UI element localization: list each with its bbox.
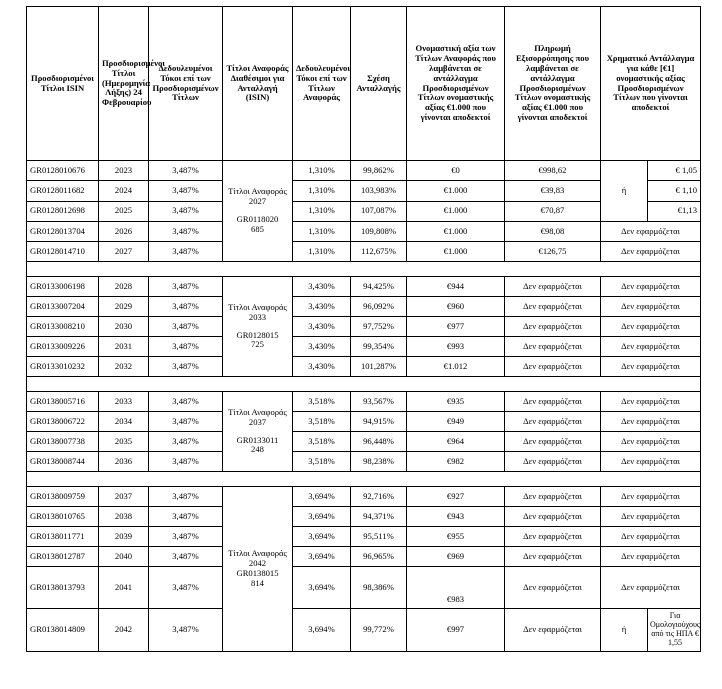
header-reference-titles: Τίτλοι Αναφοράς Διαθέσιμοι για Ανταλλαγή (ISIN)	[223, 7, 293, 161]
accrued-cell: 3,487%	[149, 609, 223, 652]
table-row	[27, 357, 701, 377]
table-row	[27, 412, 701, 432]
year-cell: 2026	[99, 222, 149, 242]
nominal-cell: €969	[407, 547, 505, 567]
table-row	[27, 392, 701, 412]
nominal-cell: €1.000	[407, 222, 505, 242]
header-nominal-value: Ονομαστική αξία των Τίτλων Αναφοράς που λαμβάνεται σε αντάλλαγμα Προσδιορισμένων Τίτλων ονομαστικής αξίας €1.000 που γίνονται αποδεκτοί	[407, 7, 505, 161]
ref-accrued-cell: 1,310%	[293, 161, 351, 181]
accrued-cell: 3,487%	[149, 181, 223, 201]
year-cell: 2036	[99, 452, 149, 472]
ref-accrued-cell: 3,694%	[293, 527, 351, 547]
year-cell: 2023	[99, 161, 149, 181]
table-row	[27, 181, 701, 201]
isin-cell: GR0128014710	[27, 242, 99, 262]
reference-titles-cell	[223, 487, 293, 652]
nominal-cell: €982	[407, 452, 505, 472]
year-cell: 2029	[99, 297, 149, 317]
ratio-cell: 99,354%	[351, 337, 407, 357]
group-separator	[27, 472, 701, 487]
ratio-cell: 97,752%	[351, 317, 407, 337]
isin-cell: GR0138005716	[27, 392, 99, 412]
nominal-cell: €944	[407, 277, 505, 297]
ref-accrued-cell: 1,310%	[293, 181, 351, 201]
table-row	[27, 432, 701, 452]
table-row	[27, 297, 701, 317]
payment-cell: Δεν εφαρμόζεται	[505, 452, 601, 472]
table-row	[27, 609, 701, 652]
accrued-cell: 3,487%	[149, 277, 223, 297]
cash-cell: Δεν εφαρμόζεται	[601, 547, 701, 567]
cash-cell: € 1,10	[648, 181, 700, 201]
ratio-cell: 94,425%	[351, 277, 407, 297]
cash-split-cell	[601, 161, 701, 222]
payment-cell: Δεν εφαρμόζεται	[505, 567, 601, 609]
nominal-cell: €1.000	[407, 201, 505, 221]
accrued-cell: 3,487%	[149, 412, 223, 432]
cash-cell: Δεν εφαρμόζεται	[601, 297, 701, 317]
ref-accrued-cell: 3,518%	[293, 392, 351, 412]
isin-cell: GR0128013704	[27, 222, 99, 242]
ref-accrued-cell: 3,430%	[293, 337, 351, 357]
isin-cell: GR0133006198	[27, 277, 99, 297]
cash-cell: Δεν εφαρμόζεται	[601, 337, 701, 357]
table-row	[27, 547, 701, 567]
ratio-cell: 101,287%	[351, 357, 407, 377]
table-row	[27, 277, 701, 297]
isin-cell: GR0133008210	[27, 317, 99, 337]
nominal-cell: €983	[407, 567, 505, 609]
accrued-cell: 3,487%	[149, 392, 223, 412]
table-row	[27, 317, 701, 337]
year-cell: 2034	[99, 412, 149, 432]
payment-cell: Δεν εφαρμόζεται	[505, 297, 601, 317]
ratio-cell: 93,567%	[351, 392, 407, 412]
isin-cell: GR0138012787	[27, 547, 99, 567]
ref-accrued-cell: 3,430%	[293, 297, 351, 317]
nominal-cell: €977	[407, 317, 505, 337]
accrued-cell: 3,487%	[149, 487, 223, 507]
nominal-cell: €1.000	[407, 242, 505, 262]
cash-cell: Δεν εφαρμόζεται	[601, 507, 701, 527]
cash-cell: €1,13	[677, 205, 697, 216]
ref-accrued-cell: 1,310%	[293, 222, 351, 242]
nominal-cell: €960	[407, 297, 505, 317]
ref-accrued-cell: 3,518%	[293, 452, 351, 472]
ratio-cell: 98,386%	[351, 567, 407, 609]
year-cell: 2027	[99, 242, 149, 262]
header-accrued-designated: Δεδουλευμένοι Τόκοι επί των Προσδιορισμένων Τίτλων	[149, 7, 223, 161]
year-cell: 2038	[99, 507, 149, 527]
isin-cell: GR0138010765	[27, 507, 99, 527]
nominal-cell: €943	[407, 507, 505, 527]
header-cash-consideration: Χρηματικό Αντάλλαγμα για κάθε [€1] ονομαστικής αξίας Προσδιορισμένων Τίτλων που γίνονται αποδεκτοί	[601, 7, 701, 161]
ratio-cell: 98,238%	[351, 452, 407, 472]
nominal-cell: €955	[407, 527, 505, 547]
reference-isin-part2: 814	[251, 577, 264, 588]
nominal-cell: €0	[407, 161, 505, 181]
accrued-cell: 3,487%	[149, 507, 223, 527]
table-row	[27, 242, 701, 262]
payment-cell: Δεν εφαρμόζεται	[505, 277, 601, 297]
year-cell: 2030	[99, 317, 149, 337]
year-cell: 2041	[99, 567, 149, 609]
payment-cell: €98,08	[505, 222, 601, 242]
cash-cell: Δεν εφαρμόζεται	[601, 222, 701, 242]
group-separator	[27, 377, 701, 392]
header-maturity: Προσδιορισμένοι Τίτλοι (Ημερομηνία Λήξης) 24 Φεβρουαρίου	[99, 7, 149, 161]
isin-cell: GR0138014809	[27, 609, 99, 652]
isin-cell: GR0133010232	[27, 357, 99, 377]
cash-cell: Δεν εφαρμόζεται	[601, 567, 701, 609]
isin-cell: GR0138008744	[27, 452, 99, 472]
isin-cell: GR0138007738	[27, 432, 99, 452]
reference-isin-part1: GR0133011	[236, 434, 279, 445]
header-accrued-reference: Δεδουλευμένοι Τόκοι επί των Τίτλων Αναφοράς	[293, 7, 351, 161]
ratio-cell: 94,915%	[351, 412, 407, 432]
payment-cell: Δεν εφαρμόζεται	[505, 357, 601, 377]
ratio-cell: 112,675%	[351, 242, 407, 262]
accrued-cell: 3,487%	[149, 317, 223, 337]
payment-cell: €126,75	[505, 242, 601, 262]
nominal-cell: €935	[407, 392, 505, 412]
payment-cell: Δεν εφαρμόζεται	[505, 412, 601, 432]
table-row	[27, 452, 701, 472]
nominal-cell: €927	[407, 487, 505, 507]
reference-isin-part2: 725	[251, 339, 264, 350]
payment-cell: €39,83	[505, 181, 601, 201]
isin-cell: GR0133009226	[27, 337, 99, 357]
ratio-cell: 96,965%	[351, 547, 407, 567]
isin-cell: GR0138006722	[27, 412, 99, 432]
cash-cell: Δεν εφαρμόζεται	[601, 412, 701, 432]
cash-or-label: ή	[621, 624, 627, 635]
reference-titles-cell	[223, 277, 293, 377]
ref-accrued-cell: 1,310%	[293, 242, 351, 262]
ref-accrued-cell: 3,430%	[293, 317, 351, 337]
ref-accrued-cell: 3,518%	[293, 432, 351, 452]
header-exchange-ratio: Σχέση Ανταλλαγής	[351, 7, 407, 161]
reference-label: Τίτλοι Αναφοράς 2037	[228, 406, 287, 427]
accrued-cell: 3,487%	[149, 567, 223, 609]
ratio-cell: 96,448%	[351, 432, 407, 452]
ref-accrued-cell: 3,694%	[293, 547, 351, 567]
payment-cell: €70,87	[505, 201, 601, 221]
nominal-cell: €964	[407, 432, 505, 452]
year-cell: 2040	[99, 547, 149, 567]
ref-accrued-cell: 3,694%	[293, 507, 351, 527]
reference-label: Τίτλοι Αναφοράς 2027	[228, 186, 287, 207]
ref-accrued-cell: 3,694%	[293, 567, 351, 609]
nominal-cell: €949	[407, 412, 505, 432]
isin-cell: GR0128011682	[27, 181, 99, 201]
table-row	[27, 337, 701, 357]
cash-cell: Δεν εφαρμόζεται	[601, 452, 701, 472]
table-row	[27, 222, 701, 242]
year-cell: 2031	[99, 337, 149, 357]
cash-cell: € 1,05	[648, 161, 700, 181]
payment-cell: Δεν εφαρμόζεται	[505, 337, 601, 357]
nominal-cell: €997	[407, 609, 505, 652]
payment-cell: Δεν εφαρμόζεται	[505, 609, 601, 652]
isin-cell: GR0138013793	[27, 567, 99, 609]
reference-isin-part2: 685	[251, 223, 264, 234]
cash-cell: Για Ομολογιούχους από τις ΗΠΑ € 1,55	[647, 609, 702, 651]
header-isin: Προσδιορισμένοι Τίτλοι ISIN	[27, 7, 99, 161]
year-cell: 2028	[99, 277, 149, 297]
isin-cell: GR0128012698	[27, 201, 99, 221]
group-separator	[27, 262, 701, 277]
nominal-cell: €993	[407, 337, 505, 357]
ref-accrued-cell: 3,694%	[293, 487, 351, 507]
ratio-cell: 107,087%	[351, 201, 407, 221]
table-row	[27, 161, 701, 181]
isin-cell: GR0138011771	[27, 527, 99, 547]
ref-accrued-cell: 3,430%	[293, 277, 351, 297]
ref-accrued-cell: 3,430%	[293, 357, 351, 377]
cash-cell: Δεν εφαρμόζεται	[601, 357, 701, 377]
reference-label: Τίτλοι Αναφοράς 2033	[228, 301, 287, 322]
reference-titles-cell	[223, 161, 293, 262]
accrued-cell: 3,487%	[149, 297, 223, 317]
reference-isin-part1: GR0128015	[236, 329, 279, 340]
cash-cell: Δεν εφαρμόζεται	[601, 432, 701, 452]
cash-cell: Δεν εφαρμόζεται	[601, 487, 701, 507]
accrued-cell: 3,487%	[149, 452, 223, 472]
table-row	[27, 201, 701, 221]
accrued-cell: 3,487%	[149, 527, 223, 547]
ratio-cell: 99,862%	[351, 161, 407, 181]
ratio-cell: 95,511%	[351, 527, 407, 547]
accrued-cell: 3,487%	[149, 201, 223, 221]
year-cell: 2033	[99, 392, 149, 412]
table-row	[27, 527, 701, 547]
payment-cell: Δεν εφαρμόζεται	[505, 487, 601, 507]
payment-cell: Δεν εφαρμόζεται	[505, 432, 601, 452]
isin-cell: GR0128010676	[27, 161, 99, 181]
reference-titles-cell	[223, 392, 293, 472]
nominal-cell: €1.000	[407, 181, 505, 201]
ratio-cell: 103,983%	[351, 181, 407, 201]
isin-cell: GR0133007204	[27, 297, 99, 317]
reference-label: Τίτλοι Αναφοράς 2042	[228, 548, 287, 569]
table-row	[27, 507, 701, 527]
isin-cell: GR0138009759	[27, 487, 99, 507]
accrued-cell: 3,487%	[149, 337, 223, 357]
ratio-cell: 96,092%	[351, 297, 407, 317]
ratio-cell: 92,716%	[351, 487, 407, 507]
cash-cell: Δεν εφαρμόζεται	[601, 392, 701, 412]
ratio-cell: 109,808%	[351, 222, 407, 242]
payment-cell: €998,62	[505, 161, 601, 181]
year-cell: 2025	[99, 201, 149, 221]
payment-cell: Δεν εφαρμόζεται	[505, 527, 601, 547]
ref-accrued-cell: 1,310%	[293, 201, 351, 221]
year-cell: 2042	[99, 609, 149, 652]
table-row	[27, 567, 701, 609]
year-cell: 2037	[99, 487, 149, 507]
accrued-cell: 3,487%	[149, 547, 223, 567]
accrued-cell: 3,487%	[149, 357, 223, 377]
reference-isin-part1: GR0138015	[236, 568, 279, 578]
reference-isin-part2: 248	[251, 444, 264, 455]
cash-cell: Δεν εφαρμόζεται	[601, 527, 701, 547]
cash-split-cell	[601, 609, 701, 652]
ratio-cell: 99,772%	[351, 609, 407, 652]
payment-cell: Δεν εφαρμόζεται	[505, 392, 601, 412]
nominal-cell: €1.012	[407, 357, 505, 377]
accrued-cell: 3,487%	[149, 222, 223, 242]
ref-accrued-cell: 3,518%	[293, 412, 351, 432]
year-cell: 2032	[99, 357, 149, 377]
payment-cell: Δεν εφαρμόζεται	[505, 507, 601, 527]
cash-or-label: ή	[621, 185, 627, 196]
cash-cell: Δεν εφαρμόζεται	[601, 242, 701, 262]
payment-cell: Δεν εφαρμόζεται	[505, 547, 601, 567]
header-balancing-payment: Πληρωμή Εξισορρόπησης που λαμβάνεται σε αντάλλαγμα Προσδιορισμένων Τίτλων ονομαστικής αξίας €1.000 που γίνονται αποδεκτοί	[505, 7, 601, 161]
accrued-cell: 3,487%	[149, 432, 223, 452]
reference-isin-part1: GR0118020	[236, 214, 279, 224]
year-cell: 2024	[99, 181, 149, 201]
payment-cell: Δεν εφαρμόζεται	[505, 317, 601, 337]
cash-cell: Δεν εφαρμόζεται	[601, 317, 701, 337]
accrued-cell: 3,487%	[149, 242, 223, 262]
year-cell: 2039	[99, 527, 149, 547]
accrued-cell: 3,487%	[149, 161, 223, 181]
table-row	[27, 487, 701, 507]
ref-accrued-cell: 3,694%	[293, 609, 351, 652]
cash-cell: Δεν εφαρμόζεται	[601, 277, 701, 297]
exchange-offer-table	[26, 6, 701, 652]
ratio-cell: 94,371%	[351, 507, 407, 527]
year-cell: 2035	[99, 432, 149, 452]
